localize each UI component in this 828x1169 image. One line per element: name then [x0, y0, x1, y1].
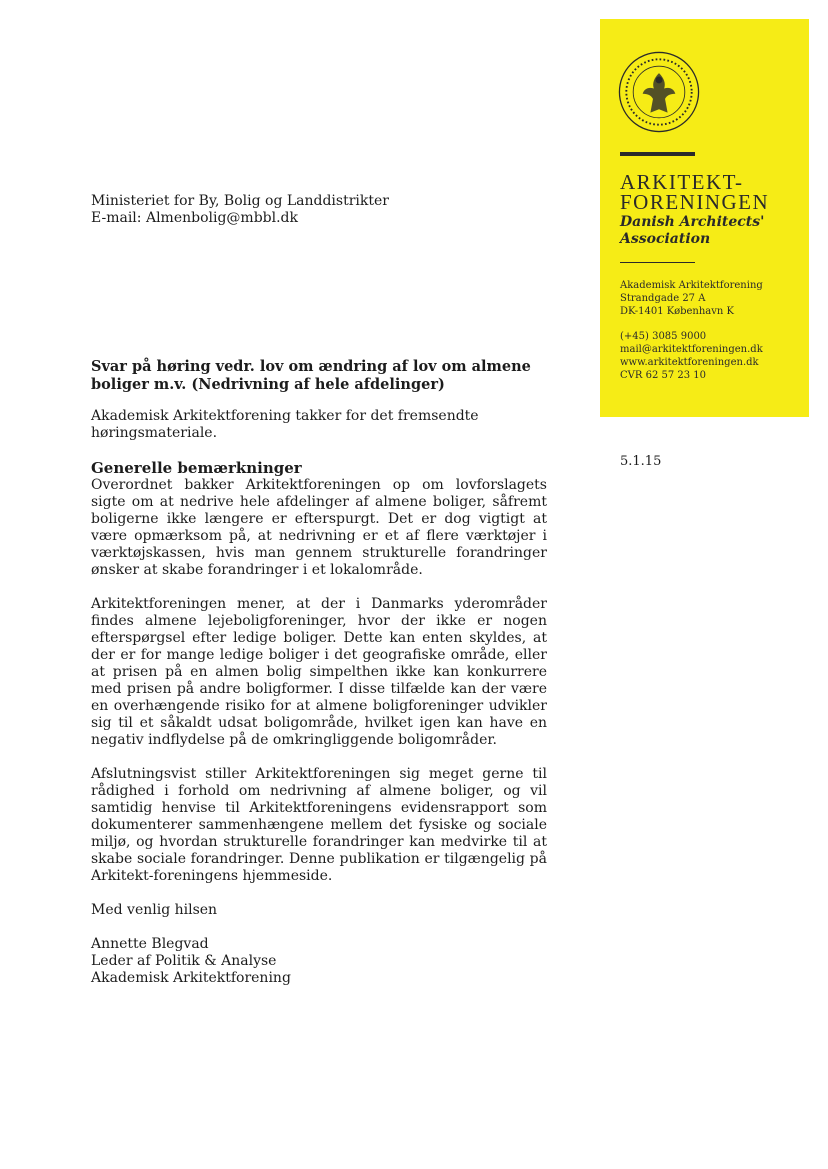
- recipient-name: Ministeriet for By, Bolig og Landdistrikter: [91, 193, 389, 209]
- closing-salutation: Med venlig hilsen: [91, 902, 218, 918]
- phone-number: (+45) 3085 9000: [620, 331, 707, 342]
- letter-body: [91, 460, 547, 987]
- brand-name: ARKITEKT- FORENINGEN: [620, 170, 770, 214]
- intro-text: Akademisk Arkitektforening takker for det fremsendte høringsmateriale.: [91, 408, 479, 441]
- website-link[interactable]: www.arkitektforeningen.dk: [620, 357, 759, 368]
- signatory-title: Leder af Politik & Analyse: [91, 953, 277, 969]
- paragraph-2: Arkitektforeningen mener, at der i Danmarks yderområder findes almene lejeboligforeninger, hvor der ikke er nogen efterspørgsel efter ledige boliger. Dette kan enten skyldes, at der er for mange ledige boliger i det geografiske område, eller at prisen på en almen bolig simpelthen ikke kan konkurrere med prisen på andre boligformer. I disse tilfælde kan der være en overhængende risiko for at almene boligforeninger udvikler sig til et såkaldt udsat boligområde, hvilket igen kan have en negativ indflydelse på de omkringliggende boligområder.: [91, 596, 547, 748]
- association-seal-icon: [616, 49, 702, 135]
- street-address: Strandgade 27 A: [620, 293, 706, 304]
- letter-subject: Svar på høring vedr. lov om ændring af lov om almene boliger m.v. (Nedrivning af hele afdelinger): [91, 358, 531, 393]
- brand-subtitle: Danish Architects' Association: [620, 214, 765, 247]
- cvr-number: CVR 62 57 23 10: [620, 370, 707, 381]
- city-address: DK-1401 København K: [620, 306, 734, 317]
- email-link[interactable]: mail@arkitektforeningen.dk: [620, 344, 763, 355]
- letter-date: 5.1.15: [620, 454, 662, 469]
- brand-block: [620, 172, 769, 248]
- section-heading: Generelle bemærkninger: [91, 459, 302, 477]
- org-name: Akademisk Arkitektforening: [620, 280, 763, 291]
- contact-block: [620, 279, 763, 382]
- paragraph-1: Overordnet bakker Arkitektforeningen op om lovforslagets sigte om at nedrive hele afdelinger af almene boliger, såfremt boligerne ikke længere er efterspurgt. Det er dog vigtigt at være opmærksom på, at nedrivning er et af flere værktøjer i værktøjskassen, hvis man gennem strukturelle forandringer ønsker at skabe forandringer i et lokalområde.: [91, 477, 547, 578]
- paragraph-3: Afslutningsvist stiller Arkitektforeningen sig meget gerne til rådighed i forhold om nedrivning af almene boliger, og vil samtidig henvise til Arkitektforeningens evidensrapport som dokumenterer sammenhængene mellem det fysiske og sociale miljø, og hvordan strukturelle forandringer kan medvirke til at skabe sociale forandringer. Denne publikation er tilgængelig på Arkitekt-foreningens hjemmeside.: [91, 766, 547, 884]
- divider-thin: [620, 262, 695, 263]
- signatory-organization: Akademisk Arkitektforening: [91, 970, 291, 986]
- recipient-block: [91, 193, 389, 227]
- recipient-email: E-mail: Almenbolig@mbbl.dk: [91, 210, 298, 226]
- letterhead-panel: [600, 19, 809, 417]
- signature-block: [91, 936, 547, 987]
- divider-thick: [620, 152, 695, 156]
- signatory-name: Annette Blegvad: [91, 936, 209, 952]
